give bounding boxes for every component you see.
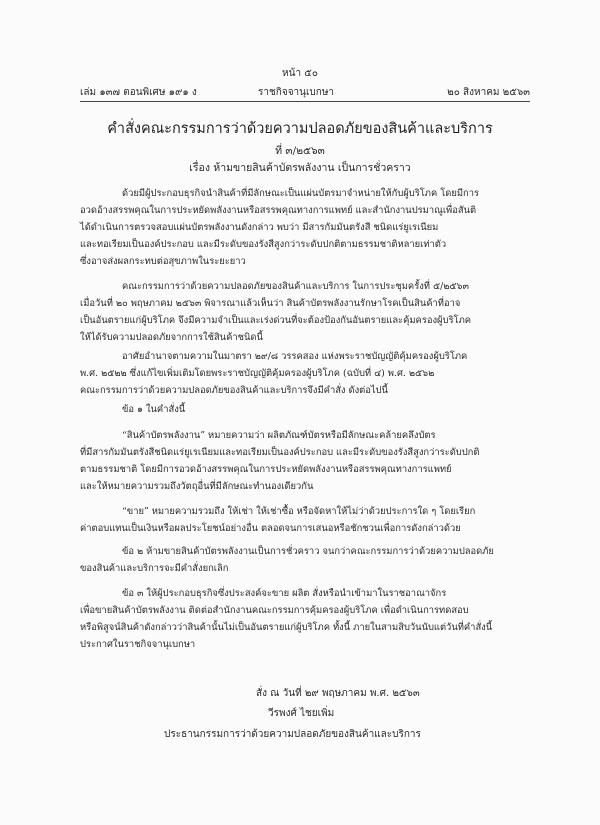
body-line: ที่มีสารกัมมันตรังสีชนิดแร่ยูเรเนียมและทอเรียมเป็นองค์ประกอบ และมีระดับของรังสีสูงกว่าระดับปกติ (80, 447, 480, 458)
body-line: ข้อ ๑ ในคำสั่งนี้ (122, 404, 186, 415)
order-number: ที่ ๓/๒๕๖๓ (275, 145, 325, 157)
body-line: อวดอ้างสรรพคุณในการประหยัดพลังงานหรือสรรพคุณทางการแพทย์ และสำนักงานปรมาณูเพื่อสันติ (80, 205, 477, 216)
order-subject: เรื่อง ห้ามขายสินค้าบัตรพลังงาน เป็นการชั่วคราว (189, 162, 411, 174)
body-line: “สินค้าบัตรพลังงาน” หมายความว่า ผลิตภัณฑ์บัตรหรือมีลักษณะคล้ายคลึงบัตร (122, 430, 436, 441)
page-number: หน้า ๕๐ (282, 68, 318, 79)
body-line: อาศัยอำนาจตามความในมาตรา ๒๙/๘ วรรคสอง แห่งพระราชบัญญัติคุ้มครองผู้บริโภค (122, 351, 468, 362)
body-line: พ.ศ. ๒๕๒๒ ซึ่งแก้ไขเพิ่มเติมโดยพระราชบัญญัติคุ้มครองผู้บริโภค (ฉบับที่ ๔) พ.ศ. ๒๕๖๒ (80, 368, 435, 379)
signature-date: สั่ง ณ วันที่ ๒๙ พฤษภาคม พ.ศ. ๒๕๖๓ (256, 688, 420, 699)
body-line: คณะกรรมการว่าด้วยความปลอดภัยของสินค้าและบริการ ในการประชุมครั้งที่ ๕/๒๕๖๓ (122, 281, 469, 292)
body-line: “ขาย” หมายความรวมถึง ให้เช่า ให้เช่าซื้อ หรือจัดหาให้ไม่ว่าด้วยประการใด ๆ โดยเรียก (122, 506, 476, 517)
signatory-name: วีรพงศ์ ไชยเพิ่ม (268, 708, 335, 719)
body-line: ของสินค้าและบริการจะมีคำสั่งยกเลิก (80, 563, 229, 574)
gazette-date: ๒๐ สิงหาคม ๒๕๖๓ (447, 87, 530, 98)
body-line: ข้อ ๒ ห้ามขายสินค้าบัตรพลังงานเป็นการชั่วคราว จนกว่าคณะกรรมการว่าด้วยความปลอดภัย (122, 546, 494, 557)
body-line: ตามธรรมชาติ โดยมีการอวดอ้างสรรพคุณในการประหยัดพลังงานหรือสรรพคุณทางการแพทย์ (80, 464, 452, 475)
body-line: ค่าตอบแทนเป็นเงินหรือผลประโยชน์อย่างอื่น ตลอดจนการเสนอหรือชักชวนเพื่อการดังกล่าวด้วย (80, 523, 461, 534)
body-line: ประกาศในราชกิจจานุเบกษา (80, 639, 196, 650)
header-divider (80, 101, 530, 102)
body-line: และทอเรียมเป็นองค์ประกอบ และมีระดับของรังสีสูงกว่าระดับปกติตามธรรมชาติหลายเท่าตัว (80, 239, 447, 250)
body-line: เมื่อวันที่ ๒๐ พฤษภาคม ๒๕๖๓ พิจารณาแล้วเห็นว่า สินค้าบัตรพลังงานรักษาโรคเป็นสินค้าที่อาจ (80, 298, 461, 309)
document-title: คำสั่งคณะกรรมการว่าด้วยความปลอดภัยของสินค้าและบริการ (107, 121, 493, 137)
body-line: ด้วยมีผู้ประกอบธุรกิจนำสินค้าที่มีลักษณะเป็นแผ่นบัตรมาจำหน่ายให้กับผู้บริโภค โดยมีการ (122, 188, 479, 199)
body-line: ข้อ ๓ ให้ผู้ประกอบธุรกิจซึ่งประสงค์จะขาย ผลิต สั่งหรือนำเข้ามาในราชอาณาจักร (122, 588, 447, 599)
gazette-name: ราชกิจจานุเบกษา (258, 87, 335, 98)
body-line: ซึ่งอาจส่งผลกระทบต่อสุขภาพในระยะยาว (80, 256, 246, 267)
signatory-position: ประธานกรรมการว่าด้วยความปลอดภัยของสินค้าและบริการ (164, 729, 421, 740)
body-line: ได้ดำเนินการตรวจสอบแผ่นบัตรพลังงานดังกล่าว พบว่า มีสารกัมมันตรังสี ชนิดแร่ยูเรเนียม (80, 222, 439, 233)
body-line: เป็นอันตรายแก่ผู้บริโภค จึงมีความจำเป็นและเร่งด่วนที่จะต้องป้องกันอันตรายและคุ้มครองผู้บริโภค (80, 315, 472, 326)
body-line: เพื่อขายสินค้าบัตรพลังงาน ติดต่อสำนักงานคณะกรรมการคุ้มครองผู้บริโภค เพื่อดำเนินการทดสอบ (80, 605, 469, 616)
body-line: ให้ได้รับความปลอดภัยจากการใช้สินค้าชนิดนี้ (80, 332, 263, 343)
volume-info: เล่ม ๑๓๗ ตอนพิเศษ ๑๙๑ ง (80, 87, 197, 98)
body-line: หรือพิสูจน์สินค้าดังกล่าวว่าสินค้านั้นไม่เป็นอันตรายแก่ผู้บริโภค ทั้งนี้ ภายในสามสิบวันนับแต่วันที่คำสั่งนี้ (80, 622, 493, 633)
body-line: คณะกรรมการว่าด้วยความปลอดภัยของสินค้าและบริการจึงมีคำสั่ง ดังต่อไปนี้ (80, 385, 388, 396)
body-line: และให้หมายความรวมถึงวัตถุอื่นที่มีลักษณะทำนองเดียวกัน (80, 481, 314, 492)
